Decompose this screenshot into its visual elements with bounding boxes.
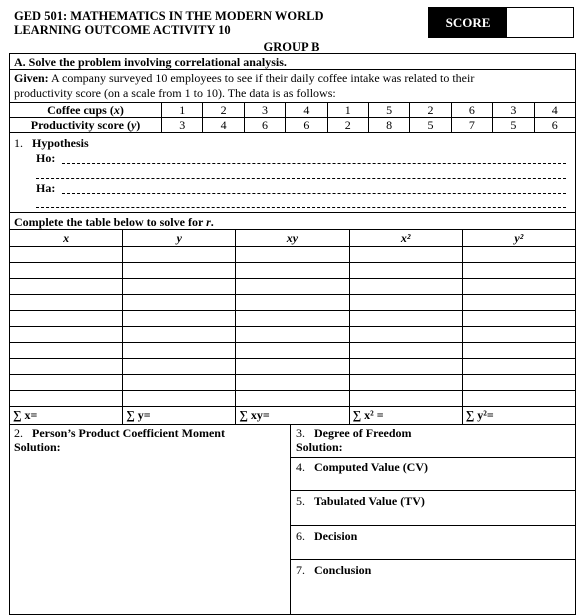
input-cell[interactable]	[236, 391, 349, 407]
hypothesis-title: Hypothesis	[32, 136, 89, 150]
input-cell[interactable]	[10, 247, 123, 263]
col-header-xy: xy	[236, 230, 349, 247]
y-cell: 5	[410, 118, 451, 133]
score-label: SCORE	[429, 8, 507, 37]
sum-x2-cell[interactable]: ∑ x² =	[349, 407, 462, 425]
x-cell: 6	[451, 103, 492, 118]
x-row-label: Coffee cups (x)	[10, 103, 162, 118]
ha-answer-line[interactable]	[62, 193, 566, 194]
table-row	[10, 359, 576, 375]
hypothesis-heading: 1. Hypothesis	[14, 136, 89, 150]
input-cell[interactable]	[10, 327, 123, 343]
col-header-x: x	[10, 230, 123, 247]
input-cell[interactable]	[236, 327, 349, 343]
input-cell[interactable]	[236, 295, 349, 311]
input-cell[interactable]	[236, 343, 349, 359]
input-cell[interactable]	[462, 295, 575, 311]
input-cell[interactable]	[462, 247, 575, 263]
col-header-y2: y²	[462, 230, 575, 247]
input-cell[interactable]	[349, 375, 462, 391]
sum-row	[10, 407, 576, 425]
x-cell: 5	[368, 103, 409, 118]
table-row	[10, 343, 576, 359]
input-cell[interactable]	[462, 391, 575, 407]
table-row	[10, 263, 576, 279]
table-row	[10, 375, 576, 391]
input-cell[interactable]	[236, 375, 349, 391]
step-2-answer-area[interactable]	[10, 456, 288, 614]
section-a-heading: A. Solve the problem involving correlational analysis.	[14, 55, 287, 69]
input-cell[interactable]	[462, 375, 575, 391]
x-cell: 3	[493, 103, 534, 118]
input-cell[interactable]	[123, 343, 236, 359]
step-5-heading: 5. Tabulated Value (TV)	[296, 494, 425, 508]
input-cell[interactable]	[349, 327, 462, 343]
ha-label: Ha:	[36, 181, 56, 195]
divider	[290, 559, 576, 560]
y-cell: 5	[493, 118, 534, 133]
x-cell: 4	[534, 103, 575, 118]
table-row	[10, 279, 576, 295]
x-cell: 4	[286, 103, 327, 118]
input-cell[interactable]	[349, 359, 462, 375]
input-cell[interactable]	[123, 279, 236, 295]
table-row	[10, 327, 576, 343]
sum-y2-cell[interactable]: ∑ y²=	[462, 407, 575, 425]
y-cell: 6	[534, 118, 575, 133]
input-cell[interactable]	[462, 311, 575, 327]
input-cell[interactable]	[10, 375, 123, 391]
divider	[290, 525, 576, 526]
input-cell[interactable]	[123, 263, 236, 279]
input-cell[interactable]	[123, 247, 236, 263]
input-cell[interactable]	[10, 391, 123, 407]
input-cell[interactable]	[349, 295, 462, 311]
y-cell: 7	[451, 118, 492, 133]
x-cell: 1	[327, 103, 368, 118]
input-cell[interactable]	[236, 263, 349, 279]
computation-table	[9, 229, 576, 425]
x-cell: 2	[410, 103, 451, 118]
input-cell[interactable]	[10, 263, 123, 279]
input-cell[interactable]	[236, 359, 349, 375]
input-cell[interactable]	[236, 311, 349, 327]
input-cell[interactable]	[236, 247, 349, 263]
col-header-y: y	[123, 230, 236, 247]
input-cell[interactable]	[10, 343, 123, 359]
given-line-2: productivity score (on a scale from 1 to 10). The data is as follows:	[14, 86, 336, 100]
step-2-solution-label: Solution:	[14, 440, 61, 454]
divider	[290, 490, 576, 491]
input-cell[interactable]	[462, 263, 575, 279]
sum-xy-cell[interactable]: ∑ xy=	[236, 407, 349, 425]
title-line-2: LEARNING OUTCOME ACTIVITY 10	[14, 23, 231, 37]
y-cell: 2	[327, 118, 368, 133]
input-cell[interactable]	[123, 375, 236, 391]
divider	[290, 457, 576, 458]
y-cell: 4	[203, 118, 244, 133]
table-row	[10, 295, 576, 311]
worksheet-title	[14, 9, 324, 37]
x-cell: 2	[203, 103, 244, 118]
given-text-1: A company surveyed 10 employees to see if their daily coffee intake was related to their	[48, 71, 475, 85]
y-cell: 6	[286, 118, 327, 133]
table-row	[10, 391, 576, 407]
y-cell: 6	[244, 118, 285, 133]
given-line-1	[14, 71, 474, 86]
input-cell[interactable]	[123, 391, 236, 407]
input-cell[interactable]	[236, 279, 349, 295]
group-label: GROUP B	[263, 40, 320, 54]
step-6-heading: 6. Decision	[296, 529, 358, 543]
step-4-heading: 4. Computed Value (CV)	[296, 460, 429, 474]
step-3-heading: 3. Degree of Freedom	[296, 426, 412, 440]
y-row-label: Productivity score (y)	[10, 118, 162, 133]
input-cell[interactable]	[349, 247, 462, 263]
step-2-heading: 2. Person’s Product Coefficient Moment	[14, 426, 225, 440]
y-cell: 8	[368, 118, 409, 133]
divider	[9, 69, 576, 70]
input-cell[interactable]	[349, 279, 462, 295]
input-cell[interactable]	[462, 279, 575, 295]
y-cell: 3	[162, 118, 203, 133]
col-header-x2: x²	[349, 230, 462, 247]
input-cell[interactable]	[123, 359, 236, 375]
x-cell: 1	[162, 103, 203, 118]
divider	[9, 212, 576, 213]
input-cell[interactable]	[349, 311, 462, 327]
work-table-instruction: Complete the table below to solve for r.	[14, 215, 214, 229]
input-cell[interactable]	[123, 327, 236, 343]
input-cell[interactable]	[123, 311, 236, 327]
table-row	[10, 247, 576, 263]
h0-answer-line[interactable]	[62, 163, 566, 164]
input-cell[interactable]	[10, 279, 123, 295]
table-row	[10, 311, 576, 327]
title-line-1: GED 501: MATHEMATICS IN THE MODERN WORLD	[14, 9, 324, 23]
input-cell[interactable]	[349, 263, 462, 279]
header-row	[10, 230, 576, 247]
ha-answer-line[interactable]	[36, 207, 566, 208]
y-row	[10, 118, 576, 133]
h0-answer-line[interactable]	[36, 178, 566, 179]
x-row	[10, 103, 576, 118]
step-7-heading: 7. Conclusion	[296, 563, 372, 577]
input-cell[interactable]	[10, 311, 123, 327]
input-cell[interactable]	[462, 327, 575, 343]
h0-label: Ho:	[36, 151, 56, 165]
input-cell[interactable]	[10, 359, 123, 375]
x-cell: 3	[244, 103, 285, 118]
data-table	[9, 102, 576, 133]
input-cell[interactable]	[462, 343, 575, 359]
input-cell[interactable]	[123, 295, 236, 311]
score-box	[428, 7, 574, 38]
score-field[interactable]	[507, 8, 573, 37]
input-cell[interactable]	[10, 295, 123, 311]
sum-x-cell[interactable]: ∑ x=	[10, 407, 123, 425]
input-cell[interactable]	[349, 343, 462, 359]
input-cell[interactable]	[349, 391, 462, 407]
input-cell[interactable]	[462, 359, 575, 375]
sum-y-cell[interactable]: ∑ y=	[123, 407, 236, 425]
column-divider	[290, 424, 291, 615]
given-label: Given:	[14, 71, 49, 85]
step-3-solution-label: Solution:	[296, 440, 343, 454]
